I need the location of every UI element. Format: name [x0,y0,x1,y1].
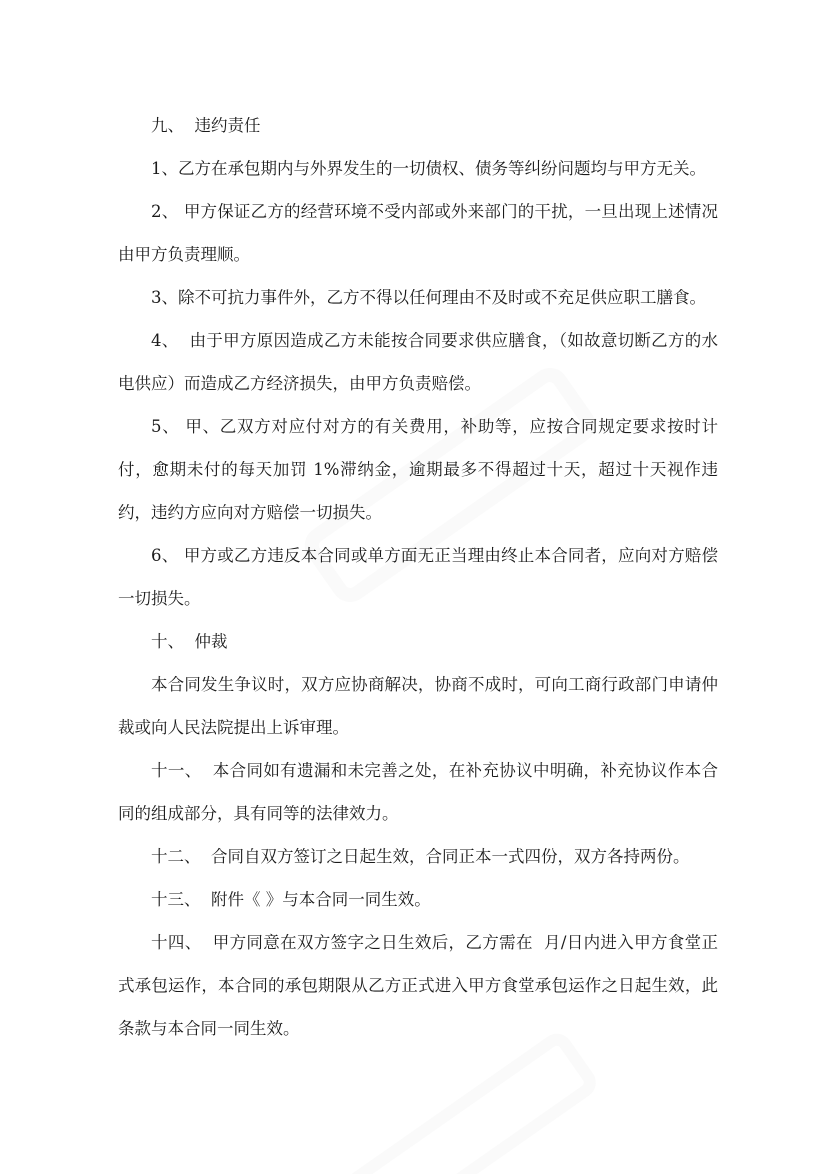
clause-9-1: 1、乙方在承包期内与外界发生的一切债权、债务等纠纷问题均与甲方无关。 [151,159,706,178]
clause-9-4: 4、 由于甲方原因造成乙方未能按合同要求供应膳食，（如故意切断乙方的水电供应）而造成乙方经济损失，由甲方负责赔偿。 [118,331,718,393]
document-body [118,104,718,1050]
clause-arbitration: 本合同发生争议时，双方应协商解决，协商不成时，可向工商行政部门申请仲裁或向人民法院提出上诉审理。 [118,675,718,737]
clause-9-2: 2、 甲方保证乙方的经营环境不受内部或外来部门的干扰，一旦出现上述情况由甲方负责理顺。 [118,202,718,264]
clause-11: 十一、 本合同如有遗漏和未完善之处，在补充协议中明确，补充协议作本合同的组成部分，具有同等的法律效力。 [118,761,718,823]
clause-13: 十三、 附件《 》与本合同一同生效。 [151,890,431,909]
clause-9-3: 3、除不可抗力事件外，乙方不得以任何理由不及时或不充足供应职工膳食。 [151,288,706,307]
section-heading-breach-liability: 九、 违约责任 [151,116,261,135]
clause-9-6: 6、 甲方或乙方违反本合同或单方面无正当理由终止本合同者，应向对方赔偿一切损失。 [118,546,718,608]
clause-14: 十四、 甲方同意在双方签字之日生效后，乙方需在 月/日内进入甲方食堂正式承包运作，本合同的承包期限从乙方正式进入甲方食堂承包运作之日起生效，此条款与本合同一同生效。 [118,933,718,1038]
clause-12: 十二、 合同自双方签订之日起生效，合同正本一式四份，双方各持两份。 [151,847,690,866]
watermark-shape-bottom [346,1036,593,1174]
clause-9-5: 5、 甲、乙双方对应付对方的有关费用，补助等，应按合同规定要求按时计付，愈期未付的每天加罚 1%滞纳金，逾期最多不得超过十天，超过十天视作违约，违约方应向对方赔偿一切损失。 [118,417,718,522]
section-heading-arbitration: 十、 仲裁 [151,632,228,651]
